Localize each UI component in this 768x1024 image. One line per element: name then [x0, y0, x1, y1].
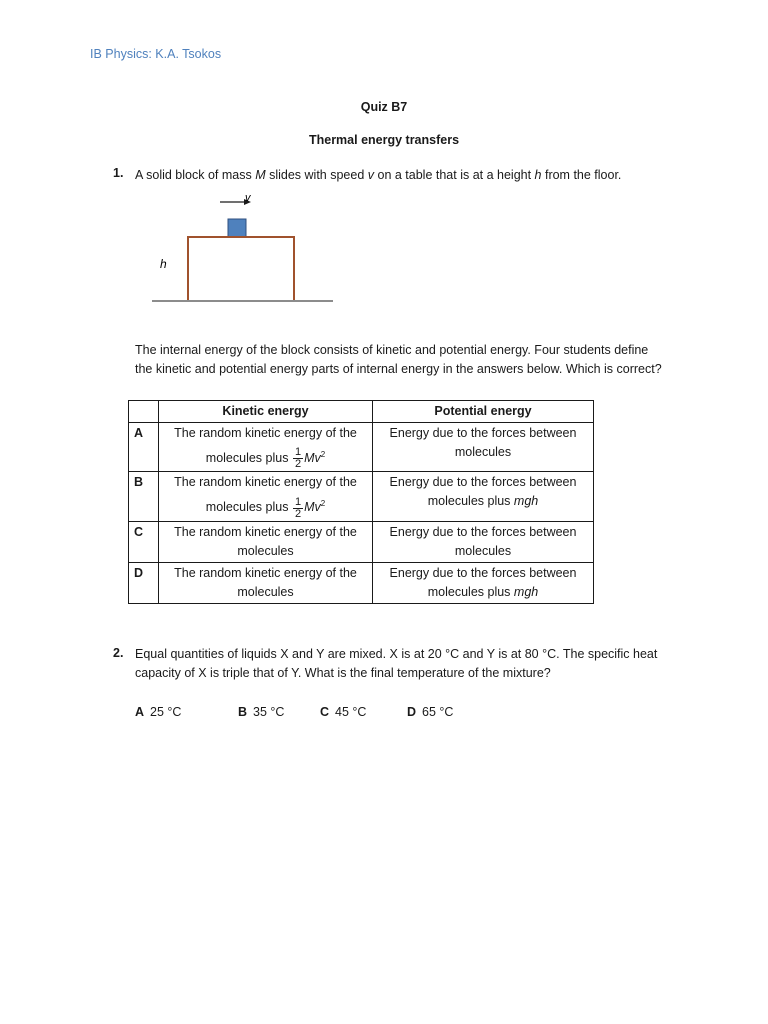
block-on-table-diagram — [145, 190, 340, 310]
cell-line: molecules — [237, 543, 294, 558]
stem-text: slides with speed — [265, 168, 368, 182]
fraction — [293, 447, 303, 470]
question-1-stem — [135, 166, 621, 185]
cell-line: The random kinetic energy of the — [174, 524, 357, 539]
option-letter: A — [135, 705, 145, 719]
kinetic-cell — [159, 562, 373, 603]
ke-term: Mv — [304, 451, 321, 466]
quiz-title: Quiz B7 — [360, 100, 408, 114]
kinetic-cell — [159, 472, 373, 521]
option-value: 65 °C — [422, 705, 454, 719]
header-empty-cell — [129, 401, 159, 423]
cell-line: Energy due to the forces between — [389, 426, 577, 440]
question-1-prompt — [135, 341, 662, 379]
answer-table — [128, 400, 594, 604]
stem-text: on a table that is at a height — [374, 168, 535, 182]
option-c[interactable] — [320, 705, 366, 719]
potential-cell — [373, 562, 594, 603]
cell-line: The random kinetic energy of the — [174, 565, 357, 580]
option-letter: C — [320, 705, 330, 719]
row-letter: C — [129, 521, 159, 562]
cell-text: molecules plus — [427, 584, 511, 599]
question-2-number: 2. — [113, 646, 124, 660]
cell-line: The random kinetic energy of the — [174, 426, 357, 440]
question-1-number: 1. — [113, 166, 124, 180]
ke-term: Mv — [304, 500, 321, 515]
prompt-line-2: the kinetic and potential energy parts of internal energy in the answers below. Which is correct? — [135, 362, 662, 376]
cell-line: Energy due to the forces between — [389, 565, 577, 580]
fraction-denominator: 2 — [294, 507, 302, 520]
exponent: 2 — [320, 499, 326, 509]
quiz-subtitle: Thermal energy transfers — [308, 133, 460, 147]
stem-var-mass: M — [255, 168, 266, 182]
document-header: IB Physics: K.A. Tsokos — [90, 47, 222, 61]
pe-term: mgh — [513, 494, 539, 509]
table-row — [129, 423, 594, 472]
row-letter: B — [129, 472, 159, 521]
stem-line-2: capacity of X is triple that of Y. What is the final temperature of the mixture? — [135, 666, 551, 680]
stem-var-speed: v — [367, 168, 375, 182]
row-letter: A — [129, 423, 159, 472]
row-letter: D — [129, 562, 159, 603]
potential-cell — [373, 472, 594, 521]
table-row — [129, 562, 594, 603]
cell-text: molecules plus — [427, 494, 511, 509]
stem-text: from the floor. — [541, 168, 622, 182]
option-b[interactable] — [238, 705, 284, 719]
pe-term: mgh — [513, 584, 539, 599]
cell-line: Energy due to the forces between — [389, 475, 577, 490]
table — [188, 237, 294, 300]
cell-line: The random kinetic energy of the — [174, 475, 357, 490]
option-a[interactable] — [135, 705, 181, 719]
cell-text: molecules plus — [205, 500, 289, 515]
velocity-label: v — [245, 192, 251, 204]
option-letter: B — [238, 705, 248, 719]
header-potential: Potential energy — [373, 401, 594, 423]
cell-line — [163, 445, 368, 470]
table-header-row — [129, 401, 594, 423]
height-label: h — [160, 257, 167, 271]
question-2-stem — [135, 645, 657, 683]
potential-cell — [373, 521, 594, 562]
cell-text: molecules — [454, 543, 512, 558]
fraction-numerator: 1 — [294, 446, 302, 459]
stem-text: A solid block of mass — [135, 168, 256, 182]
table-row — [129, 472, 594, 521]
cell-line: molecules — [237, 584, 294, 599]
stem-var-height: h — [534, 168, 542, 182]
option-value: 45 °C — [335, 705, 367, 719]
option-value: 35 °C — [253, 705, 285, 719]
table-row — [129, 521, 594, 562]
cell-text: molecules plus — [205, 451, 289, 466]
header-kinetic: Kinetic energy — [159, 401, 373, 423]
option-value: 25 °C — [150, 705, 182, 719]
kinetic-cell — [159, 521, 373, 562]
potential-cell — [373, 423, 594, 472]
exponent: 2 — [320, 450, 326, 459]
cell-line — [377, 542, 589, 561]
block — [228, 219, 246, 237]
fraction-numerator: 1 — [294, 495, 302, 508]
prompt-line-1: The internal energy of the block consists of kinetic and potential energy. Four students define — [135, 343, 649, 357]
option-letter: D — [407, 705, 417, 719]
cell-text: molecules — [454, 445, 512, 459]
kinetic-cell — [159, 423, 373, 472]
option-d[interactable] — [407, 705, 453, 719]
fraction-denominator: 2 — [294, 458, 302, 471]
cell-line — [163, 494, 368, 519]
fraction — [293, 497, 303, 520]
cell-line — [377, 583, 589, 602]
cell-line — [377, 443, 589, 462]
cell-line: Energy due to the forces between — [389, 524, 577, 539]
stem-line-1: Equal quantities of liquids X and Y are mixed. X is at 20 °C and Y is at 80 °C. The specific heat — [135, 647, 658, 661]
cell-line — [377, 492, 589, 511]
